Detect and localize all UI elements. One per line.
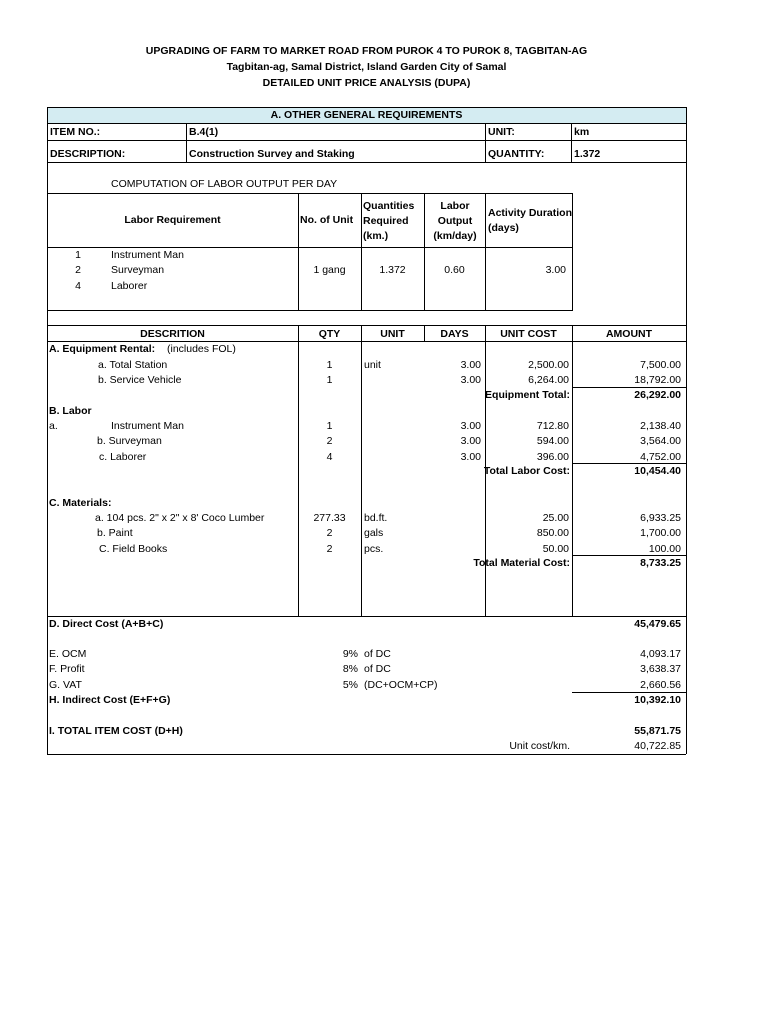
row-unit-cost: 396.00	[536, 451, 569, 463]
row-unit-cost: 50.00	[542, 543, 569, 555]
row-amount: 7,500.00	[640, 359, 681, 371]
row-desc: c. Laborer	[99, 451, 147, 463]
row-unit-cost: 25.00	[542, 512, 569, 524]
labor-total-label: Total Labor Cost:	[483, 465, 570, 477]
row-amount: 1,700.00	[640, 527, 681, 539]
unit-value: km	[574, 126, 590, 138]
col-unit: UNIT	[380, 328, 405, 340]
direct-cost-label: D. Direct Cost (A+B+C)	[49, 618, 164, 630]
row-unit: unit	[364, 359, 381, 371]
row-days: 3.00	[460, 451, 481, 463]
row-days: 3.00	[460, 420, 481, 432]
profit-pct: 8%	[342, 663, 358, 675]
labor-output-value: 0.60	[444, 264, 465, 276]
crew-name-2: Surveyman	[111, 264, 165, 276]
crew-name-1: Instrument Man	[111, 249, 184, 261]
equipment-total: 26,292.00	[634, 389, 681, 401]
crew-count-2: 2	[75, 264, 81, 276]
vat-label: G. VAT	[49, 679, 82, 691]
row-desc: b. Surveyman	[97, 435, 162, 447]
col-activity-duration: Activity Duration (days)	[488, 207, 573, 234]
row-unit-cost: 2,500.00	[528, 359, 569, 371]
row-desc: C. Field Books	[99, 543, 168, 555]
row-unit: gals	[364, 527, 384, 539]
row-amount: 3,564.00	[640, 435, 681, 447]
vat-pct: 5%	[342, 679, 358, 691]
row-qty: 277.33	[313, 512, 346, 524]
crew-count-1: 1	[75, 249, 81, 261]
indirect-cost-label: H. Indirect Cost (E+F+G)	[49, 694, 171, 706]
materials-heading: C. Materials:	[49, 497, 112, 509]
indirect-cost-value: 10,392.10	[634, 694, 681, 706]
equipment-heading: A. Equipment Rental:	[49, 343, 156, 355]
description-label: DESCRIPTION:	[50, 148, 126, 160]
row-desc: Instrument Man	[111, 420, 184, 432]
row-amount: 100.00	[648, 543, 681, 555]
vat-value: 2,660.56	[640, 679, 681, 691]
row-qty: 1	[326, 374, 333, 386]
total-item-cost-label: I. TOTAL ITEM COST (D+H)	[49, 725, 183, 737]
col-labor-requirement: Labor Requirement	[124, 214, 221, 226]
row-days: 3.00	[460, 374, 481, 386]
section-title: A. OTHER GENERAL REQUIREMENTS	[270, 109, 463, 121]
row-desc: b. Paint	[97, 527, 133, 539]
col-amount: AMOUNT	[605, 328, 653, 340]
document-subtitle: DETAILED UNIT PRICE ANALYSIS (DUPA)	[262, 77, 471, 89]
col-description: DESCRITION	[140, 328, 205, 340]
crew-name-3: Laborer	[111, 280, 148, 292]
col-days: DAYS	[440, 328, 469, 340]
quantities-required-value: 1.372	[379, 264, 406, 276]
col-unit-cost: UNIT COST	[500, 328, 557, 340]
labor-total: 10,454.40	[634, 465, 681, 477]
profit-basis: of DC	[364, 663, 391, 675]
material-total-label: Total Material Cost:	[473, 557, 570, 569]
equipment-total-label: Equipment Total:	[485, 389, 570, 401]
col-no-of-unit: No. of Unit	[300, 214, 354, 226]
item-no-value: B.4(1)	[189, 126, 219, 138]
row-unit-cost: 850.00	[536, 527, 569, 539]
row-amount: 18,792.00	[634, 374, 681, 386]
row-prefix: a.	[49, 420, 58, 432]
direct-cost-value: 45,479.65	[634, 618, 681, 630]
equipment-note: (includes FOL)	[167, 343, 236, 355]
total-item-cost-value: 55,871.75	[634, 725, 681, 737]
row-qty: 1	[326, 420, 333, 432]
row-qty: 4	[326, 451, 333, 463]
row-amount: 4,752.00	[640, 451, 681, 463]
material-total: 8,733.25	[640, 557, 681, 569]
description-value: Construction Survey and Staking	[189, 148, 355, 160]
row-amount: 2,138.40	[640, 420, 681, 432]
col-labor-output: Labor Output (km/day)	[433, 200, 477, 242]
row-qty: 2	[326, 527, 333, 539]
unit-label: UNIT:	[488, 126, 515, 138]
ocm-pct: 9%	[342, 648, 358, 660]
activity-duration-value: 3.00	[545, 264, 566, 276]
row-unit-cost: 712.80	[536, 420, 569, 432]
unit-cost-value: 40,722.85	[634, 740, 681, 752]
row-desc: a. Total Station	[98, 359, 168, 371]
ocm-value: 4,093.17	[640, 648, 681, 660]
vat-basis: (DC+OCM+CP)	[364, 679, 438, 691]
quantity-label: QUANTITY:	[488, 148, 545, 160]
row-days: 3.00	[460, 359, 481, 371]
quantity-value: 1.372	[574, 148, 601, 160]
row-qty: 2	[326, 435, 333, 447]
profit-value: 3,638.37	[640, 663, 681, 675]
row-desc: a. 104 pcs. 2" x 2" x 8' Coco Lumber	[95, 512, 265, 524]
item-no-label: ITEM NO.:	[50, 126, 101, 138]
col-quantities-required: Quantities Required (km.)	[363, 200, 415, 242]
profit-label: F. Profit	[49, 663, 85, 675]
row-unit-cost: 594.00	[536, 435, 569, 447]
row-qty: 2	[326, 543, 333, 555]
labor-output-heading: COMPUTATION OF LABOR OUTPUT PER DAY	[111, 178, 338, 190]
no-of-unit-value: 1 gang	[313, 264, 346, 276]
ocm-basis: of DC	[364, 648, 391, 660]
row-days: 3.00	[460, 435, 481, 447]
document-location: Tagbitan-ag, Samal District, Island Garden City of Samal	[226, 61, 507, 73]
document-title: UPGRADING OF FARM TO MARKET ROAD FROM PUROK 4 TO PUROK 8, TAGBITAN-AG	[145, 45, 588, 57]
row-amount: 6,933.25	[640, 512, 681, 524]
row-unit: pcs.	[364, 543, 384, 555]
row-unit-cost: 6,264.00	[528, 374, 569, 386]
col-qty: QTY	[318, 328, 341, 340]
crew-count-3: 4	[75, 280, 81, 292]
labor-heading: B. Labor	[49, 405, 92, 417]
ocm-label: E. OCM	[49, 648, 87, 660]
row-unit: bd.ft.	[364, 512, 388, 524]
unit-cost-label: Unit cost/km.	[509, 740, 570, 752]
row-qty: 1	[326, 359, 333, 371]
row-desc: b. Service Vehicle	[98, 374, 182, 386]
